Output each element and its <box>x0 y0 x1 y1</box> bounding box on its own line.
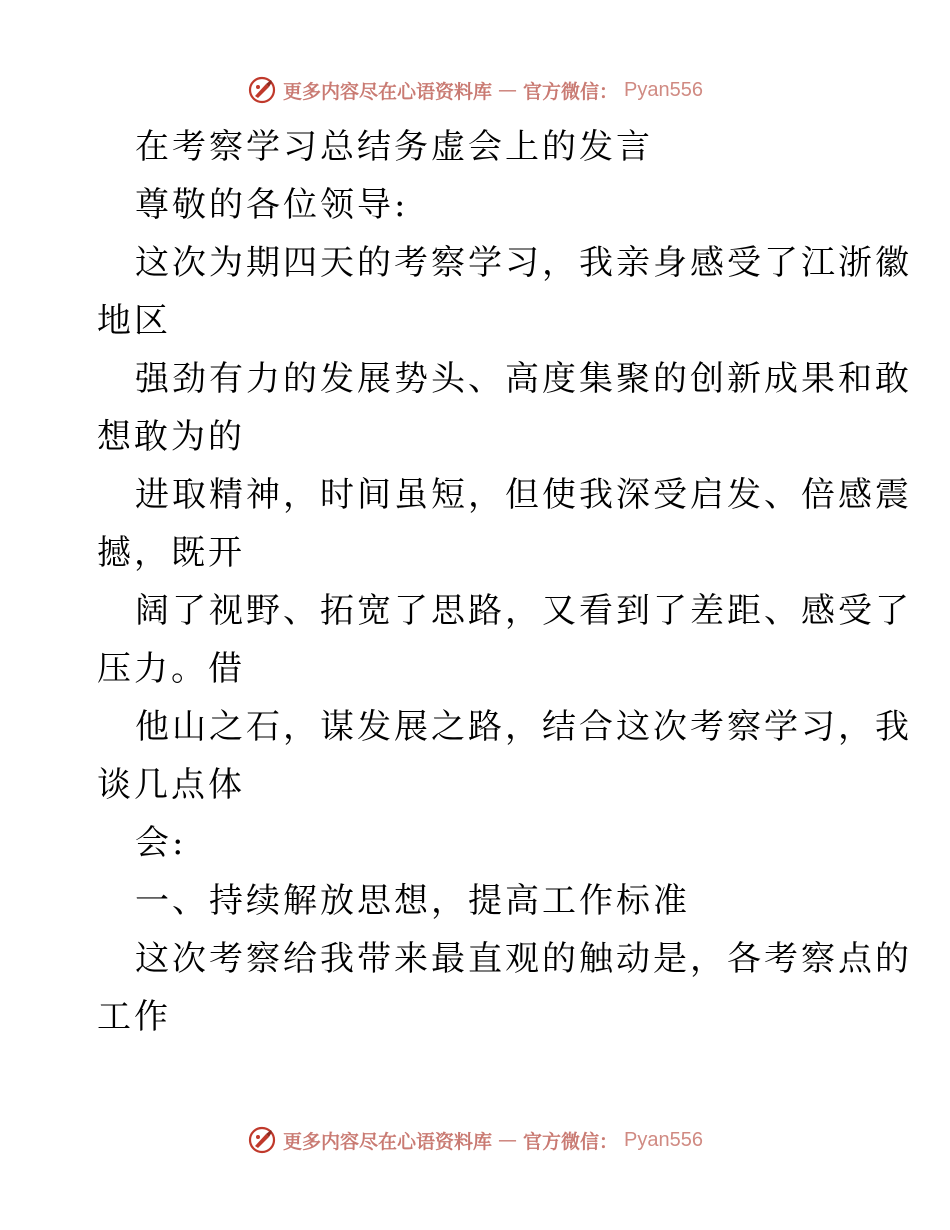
header-watermark <box>0 70 950 110</box>
document-line: 在考察学习总结务虚会上的发言 <box>135 127 653 167</box>
watermark-separator: — <box>498 1129 518 1151</box>
document-line: 谈几点体 <box>97 765 245 805</box>
document-line: 这次为期四天的考察学习，我亲身感受了江浙徽 <box>135 243 912 283</box>
watermark-wechat-label: 官方微信： <box>523 1130 619 1153</box>
document-line: 想敢为的 <box>97 417 245 457</box>
document-line: 他山之石，谋发展之路，结合这次考察学习，我 <box>135 707 912 747</box>
document-line: 会: <box>135 823 187 863</box>
watermark-wechat-id: Pyan556 <box>624 78 703 101</box>
document-line: 撼，既开 <box>97 533 245 573</box>
document-line: 尊敬的各位领导: <box>135 185 409 225</box>
document-line: 压力。借 <box>97 649 245 689</box>
watermark-separator: — <box>498 79 518 101</box>
watermark-text: 更多内容尽在心语资料库 <box>283 80 493 103</box>
document-line: 地区 <box>97 301 171 341</box>
watermark-wechat-label: 官方微信： <box>523 80 619 103</box>
footer-watermark <box>0 1120 950 1160</box>
document-line: 进取精神，时间虽短，但使我深受启发、倍感震 <box>135 475 912 515</box>
quill-pen-logo-icon <box>247 1125 277 1155</box>
document-line: 阔了视野、拓宽了思路，又看到了差距、感受了 <box>135 591 912 631</box>
document-line: 工作 <box>97 997 171 1037</box>
watermark-wechat-id: Pyan556 <box>624 1128 703 1151</box>
watermark-text: 更多内容尽在心语资料库 <box>283 1130 493 1153</box>
quill-pen-logo-icon <box>247 75 277 105</box>
document-line: 一、持续解放思想，提高工作标准 <box>135 881 690 921</box>
document-body <box>97 118 912 1046</box>
document-line: 强劲有力的发展势头、高度集聚的创新成果和敢 <box>135 359 912 399</box>
document-line: 这次考察给我带来最直观的触动是，各考察点的 <box>135 939 912 979</box>
